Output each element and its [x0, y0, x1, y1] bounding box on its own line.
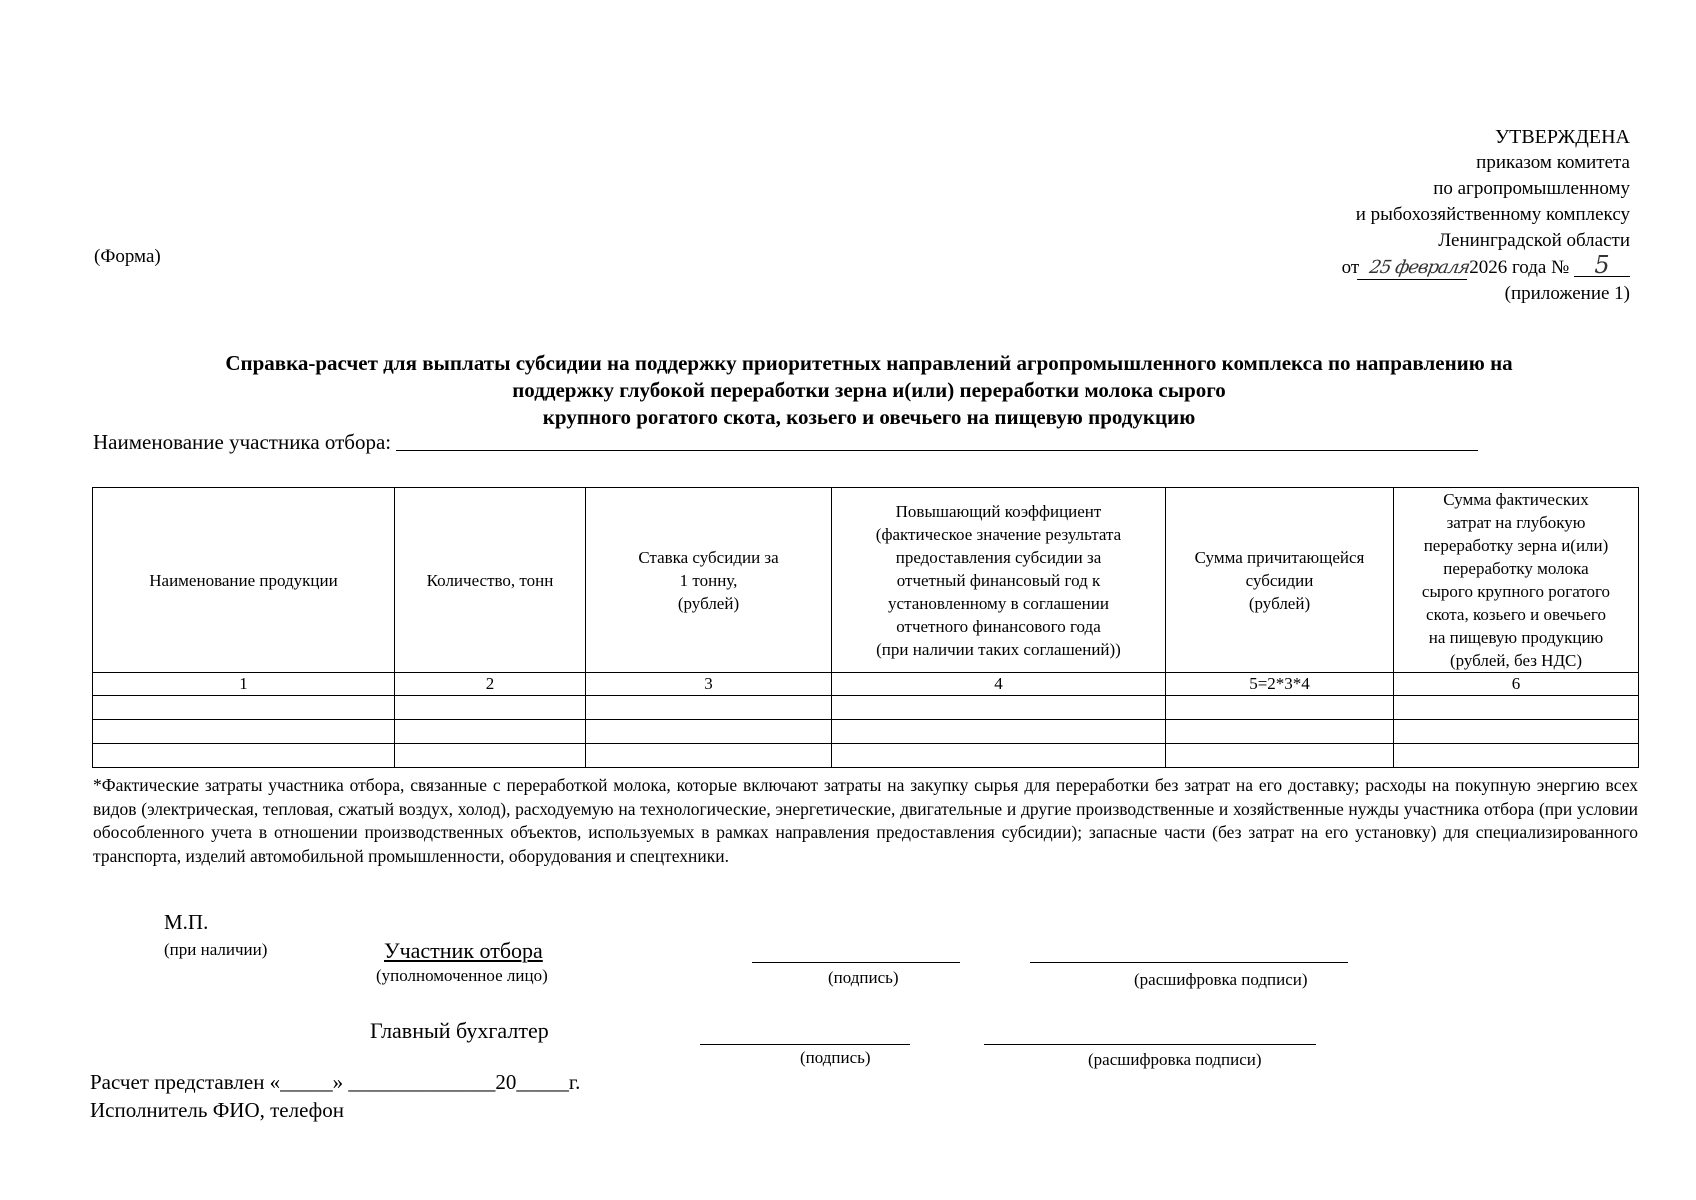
column-number: 1: [93, 673, 395, 696]
table-cell[interactable]: [1166, 720, 1394, 744]
approval-line: по агропромышленному: [1433, 178, 1630, 199]
table-cell[interactable]: [1166, 744, 1394, 768]
table-cell[interactable]: [93, 744, 395, 768]
table-row: [93, 744, 1639, 768]
table-cell[interactable]: [1394, 696, 1639, 720]
column-number: 6: [1394, 673, 1639, 696]
table-cell[interactable]: [586, 696, 832, 720]
participant-field: [93, 430, 1478, 455]
title-line: крупного рогатого скота, козьего и овечьего на пищевую продукцию: [542, 405, 1196, 429]
participant-label: Наименование участника отбора:: [93, 430, 392, 454]
column-number: 2: [395, 673, 586, 696]
table-cell[interactable]: [832, 720, 1166, 744]
participant-name-line[interactable]: [396, 432, 1478, 451]
accountant-signature-line[interactable]: [700, 1044, 910, 1045]
table-cell[interactable]: [395, 720, 586, 744]
table-row: [93, 720, 1639, 744]
participant-decoding-line[interactable]: [1030, 962, 1348, 963]
document-title: [104, 350, 1634, 431]
header-actual-costs: Сумма фактических затрат на глубокую переработку зерна и(или) переработку молока сырого крупного рогатого скота, козьего и овечьего на пищевую продукцию (рублей, без НДС): [1394, 488, 1639, 673]
submitted-date-line: Расчет представлен «_____» ______________20_____г.: [90, 1070, 581, 1094]
header-quantity: Количество, тонн: [395, 488, 586, 673]
table-cell[interactable]: [395, 744, 586, 768]
table-cell[interactable]: [832, 696, 1166, 720]
header-product-name: Наименование продукции: [93, 488, 395, 673]
executor-line: Исполнитель ФИО, телефон: [90, 1098, 345, 1122]
column-number: 4: [832, 673, 1166, 696]
accountant-decoding-line[interactable]: [984, 1044, 1316, 1045]
handwritten-date: 25 февраля: [1357, 257, 1471, 280]
table-cell[interactable]: [93, 696, 395, 720]
table-cell[interactable]: [1394, 744, 1639, 768]
form-label: (Форма): [94, 246, 161, 267]
decoding-note: (расшифровка подписи): [1088, 1050, 1262, 1069]
title-line: Справка-расчет для выплаты субсидии на поддержку приоритетных направлений агропромышленного комплекса по направлению на: [225, 351, 1513, 375]
participant-role-note: (уполномоченное лицо): [376, 966, 548, 985]
participant-signature-line[interactable]: [752, 962, 960, 963]
header-subsidy-rate: Ставка субсидии за 1 тонну, (рублей): [586, 488, 832, 673]
accountant-role: Главный бухгалтер: [370, 1018, 549, 1043]
footnote: *Фактические затраты участника отбора, связанные с переработкой молока, которые включают затраты на закупку сырья для переработки без затрат на его доставку; расходы на покупную энергию всех видов (электрическая, тепловая, сжатый воздух, холод), расходуемую на технологические, энергетические, двигательные и другие производственные и хозяйственные нужды участника отбора (при условии обособленного учета в отношении производственных объектов, используемых в рамках направления предоставления субсидии); запасные части (без затрат на его установку) для специализированного транспорта, изделий автомобильной промышленности, оборудования и спецтехники.: [93, 775, 1638, 866]
participant-role: Участник отбора: [384, 938, 543, 963]
approval-line: Ленинградской области: [1438, 230, 1630, 251]
appendix-label: (приложение 1): [1504, 283, 1630, 304]
approval-heading: УТВЕРЖДЕНА: [1494, 126, 1630, 148]
order-year: 2026 года №: [1469, 257, 1570, 278]
table-cell[interactable]: [93, 720, 395, 744]
column-number: 3: [586, 673, 832, 696]
table-cell[interactable]: [1394, 720, 1639, 744]
table-header-row: [93, 488, 1639, 673]
approval-line: и рыбохозяйственному комплексу: [1355, 204, 1630, 225]
table-cell[interactable]: [395, 696, 586, 720]
table-cell[interactable]: [586, 720, 832, 744]
table-cell[interactable]: [832, 744, 1166, 768]
order-from-prefix: от: [1341, 257, 1360, 278]
table-cell[interactable]: [1166, 696, 1394, 720]
calculation-table: [92, 487, 1639, 768]
signature-note: (подпись): [828, 968, 899, 987]
title-line: поддержку глубокой переработки зерна и(или) переработки молока сырого: [512, 378, 1226, 402]
table-row: [93, 696, 1639, 720]
order-line: [1341, 251, 1630, 281]
decoding-note: (расшифровка подписи): [1134, 970, 1308, 989]
stamp-note: (при наличии): [164, 940, 268, 959]
header-coefficient: Повышающий коэффициент (фактическое значение результата предоставления субсидии за отчетный финансовый год к установленному в соглашении отчетного финансового года (при наличии таких соглашений)): [832, 488, 1166, 673]
column-number: 5=2*3*4: [1166, 673, 1394, 696]
column-number-row: [93, 673, 1639, 696]
approval-line: приказом комитета: [1476, 152, 1630, 173]
header-subsidy-amount: Сумма причитающейся субсидии (рублей): [1166, 488, 1394, 673]
stamp-label: М.П.: [164, 910, 209, 934]
table-cell[interactable]: [586, 744, 832, 768]
approval-block: [1342, 124, 1630, 307]
signature-note: (подпись): [800, 1048, 871, 1067]
handwritten-order-number: 5: [1574, 254, 1630, 277]
